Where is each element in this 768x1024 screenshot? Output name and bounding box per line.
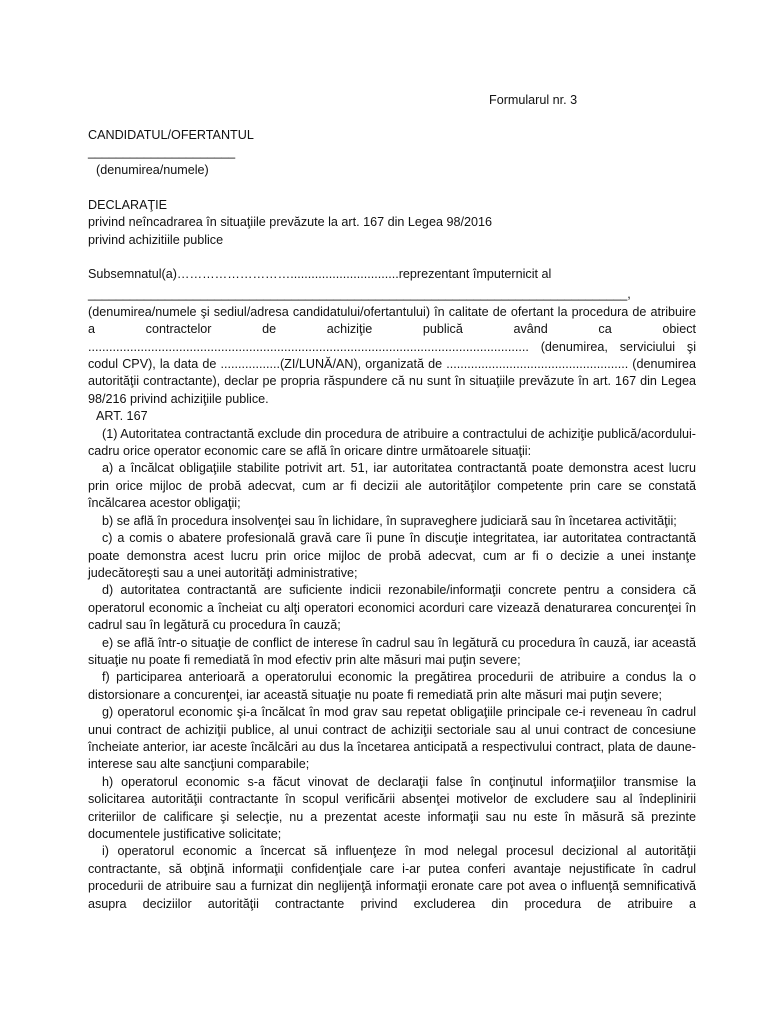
list-item-h: h) operatorul economic s-a făcut vinovat de declaraţii false în conţinutul informaţiilor transmise la solicitarea autorităţii contractante în scopul verificării absenţei motivelor de excludere sau al îndeplinirii criteriilor de calificare şi selecţie, nu a prezentat aceste informaţii sau nu este în măsură să prezinte documentele justificative solicitate; — [88, 774, 696, 841]
list-item-g: g) operatorul economic şi-a încălcat în mod grav sau repetat obligaţiile principale ce-i reveneau în cadrul unui contract de achiziţii publice, al unui contract de achiziţii sectoriale sau al unui contract de concesiune încheiate anterior, iar aceste încălcări au dus la încetarea anticipată a respectivului contract, plata de daune-interese sau alte sancţiuni comparabile; — [88, 705, 696, 772]
list-item-c: c) a comis o abatere profesională gravă care îi pune în discuţie integritatea, iar autoritatea contractantă poate demonstra acest lucru prin orice mijloc de probă adecvat, cum ar fi o decizie a unei instanţe judecătoreşti sau a unei autorităţi administrative; — [88, 531, 696, 580]
list-item-a: a) a încălcat obligaţiile stabilite potrivit art. 51, iar autoritatea contractantă poate demonstra acest lucru prin orice mijloc de probă adecvat, cum ar fi decizii ale autorităţilor competente prin care se constată încălcarea acestor obligaţii; — [88, 461, 696, 511]
candidate-name-hint: (denumirea/numele) — [96, 162, 209, 177]
statement-line-2: _____________________________________________________________________________, — [88, 287, 631, 302]
candidate-block — [88, 127, 688, 179]
declaration-header — [88, 197, 688, 249]
declaration-subtitle-2: privind achizitiile publice — [88, 232, 224, 247]
list-item-d: d) autoritatea contractantă are suficiente indicii rezonabile/informaţii concrete pentru a considera că operatorul economic a încheiat cu alţi operatori economici acorduri care vizează denaturarea concurenţei în cadrul sau în legătură cu procedura în cauză; — [88, 583, 696, 633]
list-item-e: e) se află într-o situaţie de conflict de interese în cadrul sau în legătură cu procedura în cauză, iar această situaţie nu poate fi remediată în mod efectiv prin alte măsuri mai puţin severe; — [88, 635, 696, 667]
article-heading: ART. 167 — [96, 409, 148, 424]
list-item-i: i) operatorul economic a încercat să influenţeze în mod nelegal procesul decizional al autorităţii contractante, să obţină informaţii confidenţiale care i-ar putea conferi avantaje nejustificate în cadrul procedurii de atribuire sau a furnizat din neglijenţă informaţii eronate care pot avea o influenţă semnificativă asupra deciziilor autorităţii contractante privind excluderea din procedura de atribuire a — [88, 844, 696, 911]
statement-text: (denumirea/numele şi sediul/adresa candidatului/ofertantului) în calitate de ofertant la procedura de atribuire a contractelor de achiziţie publică având ca obiect .............................................................................................................................. (denumirea, serviciului şi codul CPV), la data de .................(ZI/LUNĂ/AN), organizată de .................................................... (denumirea autorităţii contractante), declar pe propria răspundere că nu sunt în situaţiile prevăzute în art. 167 din Legea 98/216 privind achiziţiile publice. — [88, 304, 696, 406]
list-item-b: b) se află în procedura insolvenţei sau în lichidare, în supraveghere judiciară sau în încetarea activităţii; — [102, 513, 677, 528]
declaration-subtitle-1: privind neîncadrarea în situaţiile prevăzute la art. 167 din Legea 98/2016 — [88, 215, 492, 230]
candidate-heading: CANDIDATUL/OFERTANTUL — [88, 128, 254, 142]
statement-line-1: Subsemnatul(a)………………………...............................reprezentant împuternicit al — [88, 267, 552, 281]
list-item-f: f) participarea anterioară a operatorului economic la pregătirea procedurii de atribuire a condus la o distorsionare a concurenţei, iar această situaţie nu poate fi remediată prin alte măsuri mai puţin severe; — [88, 670, 696, 702]
form-number: Formularul nr. 3 — [489, 93, 578, 107]
article-paragraph-1: (1) Autoritatea contractantă exclude din procedura de atribuire a contractului de achiziţie publică/acordului-cadru orice operator economic care se află în oricare dintre următoarele situaţii: — [88, 426, 696, 459]
document-body — [88, 266, 696, 913]
candidate-blank-line: _____________________ — [88, 145, 236, 160]
declaration-title: DECLARAŢIE — [88, 198, 168, 212]
